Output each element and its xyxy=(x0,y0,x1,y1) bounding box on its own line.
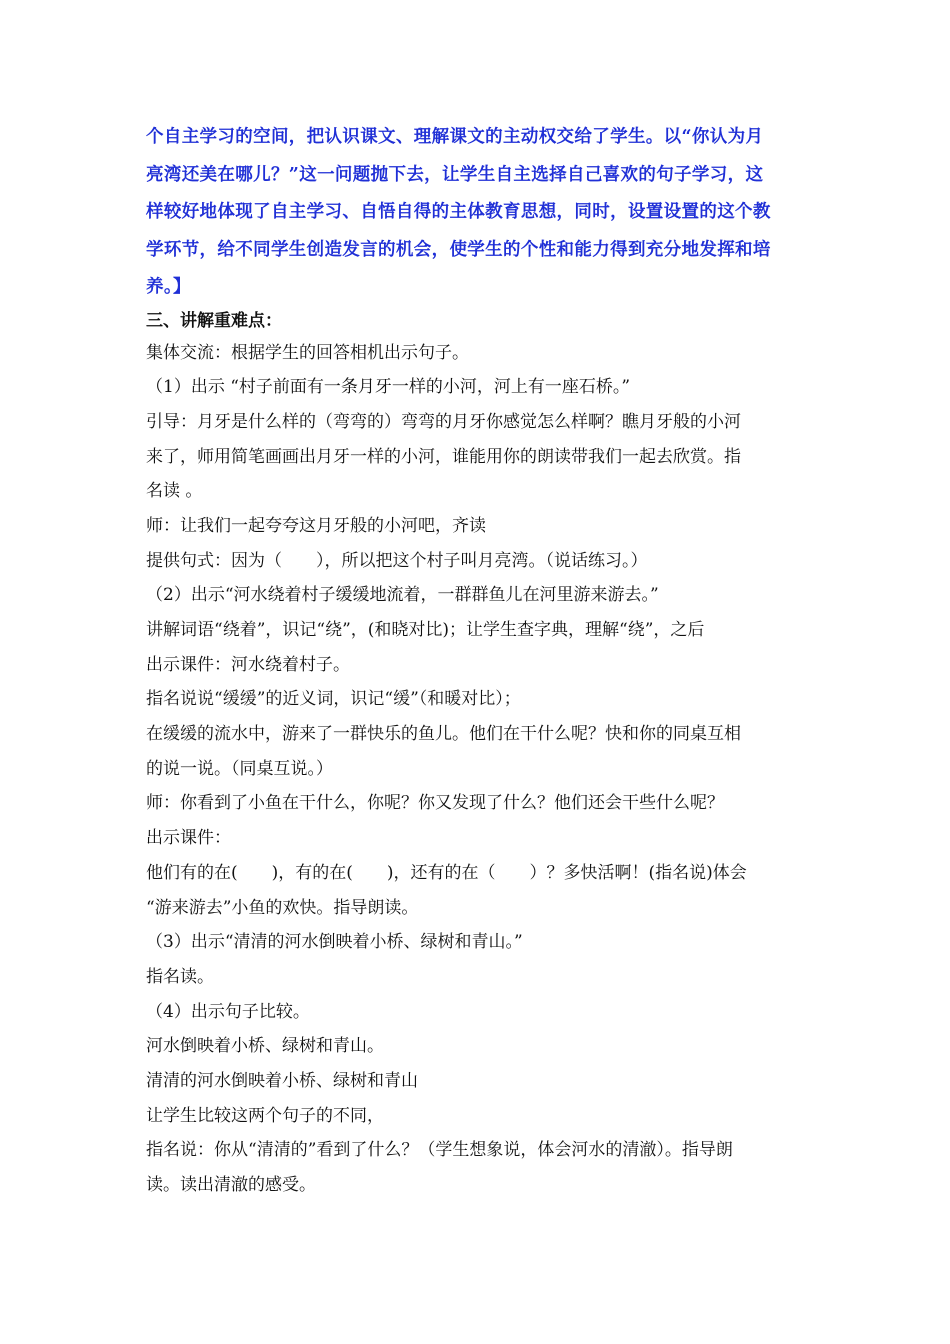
body-line: 指名说：你从“清清的”看到了什么？（学生想象说，体会河水的清澈）。指导朗 xyxy=(146,1140,733,1161)
body-line: 指名说说“缓缓”的近义词，识记“缓”（和暖对比）； xyxy=(146,689,521,710)
teaching-annotation xyxy=(146,119,816,307)
annotation-line: 学环节，给不同学生创造发言的机会，使学生的个性和能力得到充分地发挥和培 xyxy=(146,239,771,260)
body-line: 在缓缓的流水中，游来了一群快乐的鱼儿。他们在干什么呢？快和你的同桌互相 xyxy=(146,724,741,745)
annotation-line: 养。】 xyxy=(146,277,191,297)
body-line: 清清的河水倒映着小桥、绿树和青山 xyxy=(146,1070,418,1091)
body-line: 名读 。 xyxy=(146,481,203,502)
annotation-line: 个自主学习的空间，把认识课文、理解课文的主动权交给了学生。以“你认为月 xyxy=(146,127,764,147)
body-line: 他们有的在( )，有的在( )，还有的在（ ）？多快活啊！(指名说)体会 xyxy=(146,862,747,883)
annotation-line: 亮湾还美在哪儿？”这一问题抛下去，让学生自主选择自己喜欢的句子学习，这 xyxy=(146,164,764,185)
body-line: （4）出示句子比较。 xyxy=(146,1001,310,1022)
document-page xyxy=(146,119,816,1203)
body-line: 的说一说。（同桌互说。） xyxy=(146,758,333,779)
body-line: 提供句式：因为（ ），所以把这个村子叫月亮湾。（说话练习。） xyxy=(146,550,648,571)
body-line: 河水倒映着小桥、绿树和青山。 xyxy=(146,1036,384,1057)
lesson-body xyxy=(146,336,816,1203)
body-line: 出示课件： xyxy=(146,828,231,849)
body-line: 让学生比较这两个句子的不同， xyxy=(146,1105,384,1126)
body-line: （3）出示“清清的河水倒映着小桥、绿树和青山。” xyxy=(146,932,523,953)
body-line: 集体交流：根据学生的回答相机出示句子。 xyxy=(146,342,469,363)
body-line: 指名读。 xyxy=(146,966,214,987)
body-line: 师：你看到了小鱼在干什么，你呢？你又发现了什么？他们还会干些什么呢？ xyxy=(146,793,724,814)
body-line: 读。读出清澈的感受。 xyxy=(146,1175,316,1195)
body-line: “游来游去”小鱼的欢快。指导朗读。 xyxy=(146,897,419,918)
body-line: 讲解词语“绕着”，识记“绕”，(和晓对比)；让学生查字典，理解“绕”，之后 xyxy=(146,620,705,640)
body-line: 出示课件：河水绕着村子。 xyxy=(146,654,350,675)
body-line: 来了，师用简笔画画出月牙一样的小河，谁能用你的朗读带我们一起去欣赏。指 xyxy=(146,446,741,467)
annotation-line: 样较好地体现了自主学习、自悟自得的主体教育思想，同时，设置设置的这个教 xyxy=(146,202,771,222)
body-line: 师：让我们一起夸夸这月牙般的小河吧，齐读 xyxy=(146,515,486,536)
body-line: 引导：月牙是什么样的（弯弯的）弯弯的月牙你感觉怎么样啊？瞧月牙般的小河 xyxy=(146,411,741,432)
section-heading: 三、讲解重难点： xyxy=(146,310,282,331)
body-line: （2）出示“河水绕着村子缓缓地流着，一群群鱼儿在河里游来游去。” xyxy=(146,585,659,606)
body-line: （1）出示 “村子前面有一条月牙一样的小河，河上有一座石桥。” xyxy=(146,377,631,398)
